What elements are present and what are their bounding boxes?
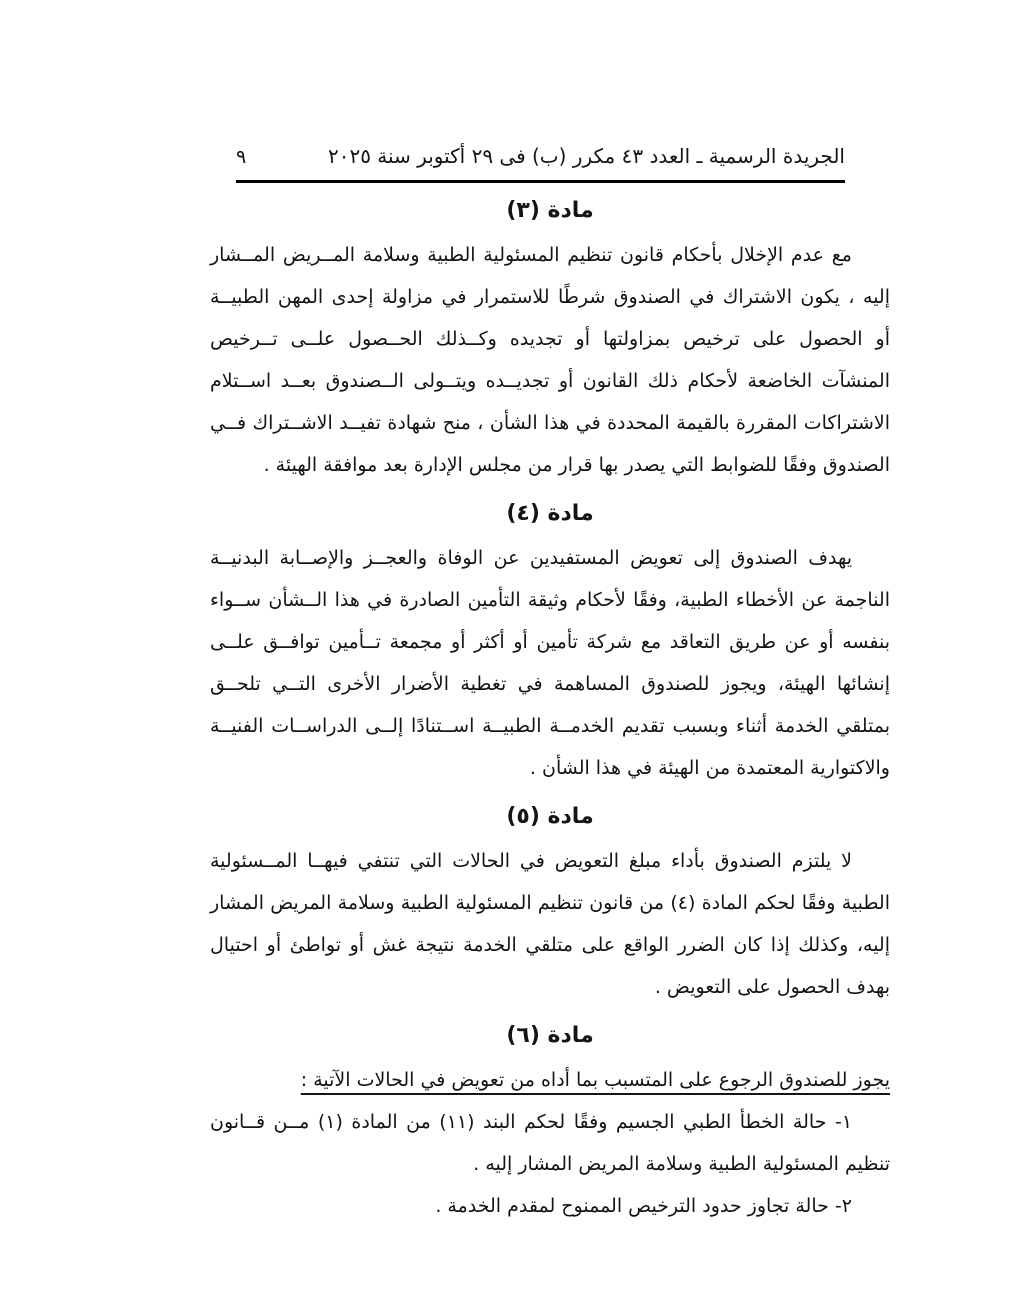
article-6-intro-underlined-text: يجوز للصندوق الرجوع على المتسبب بما أداه من تعويض في الحالات الآتية : (300, 1069, 890, 1091)
header-divider (236, 180, 845, 183)
page-content (210, 142, 890, 1227)
article-3-line-3: أو الحصول على ترخيص بمزاولتها أو تجديده وكــذلك الحــصول علــى تــرخيص (210, 328, 890, 350)
article-6-item-2: ٢- حالة تجاوز حدود الترخيص الممنوح لمقدم الخدمة . (435, 1195, 852, 1217)
article-4-line-4: إنشائها الهيئة، ويجوز للصندوق المساهمة في تغطية الأضرار الأخرى التــي تلحــق (210, 673, 890, 695)
article-3-line-4: المنشآت الخاضعة لأحكام ذلك القانون أو تجديــده ويتــولى الــصندوق بعــد اســتلام (210, 370, 890, 392)
article-3-line-6: الصندوق وفقًا للضوابط التي يصدر بها قرار من مجلس الإدارة بعد موافقة الهيئة . (263, 454, 890, 476)
article-6-intro (210, 1059, 890, 1101)
article-4-line-3: بنفسه أو عن طريق التعاقد مع شركة تأمين أو أكثر أو مجمعة تــأمين توافــق علــى (210, 631, 890, 653)
article-3-heading: مادة (٣) (506, 198, 594, 223)
article-6-item-1-line-2: تنظيم المسئولية الطبية وسلامة المريض المشار إليه . (473, 1153, 890, 1175)
gazette-header-title: الجريدة الرسمية ـ العدد ٤٣ مكرر (ب) فى ٢٩ أكتوبر سنة ٢٠٢٥ (327, 144, 845, 168)
article-5-line-4: بهدف الحصول على التعويض . (654, 976, 890, 998)
article-4-line-6: والاكتوارية المعتمدة من الهيئة في هذا الشأن . (529, 757, 890, 779)
article-5-heading: مادة (٥) (506, 804, 594, 829)
page-number: ٩ (236, 146, 247, 168)
article-3-line-1: مع عدم الإخلال بأحكام قانون تنظيم المسئولية الطبية وسلامة المــريض المــشار (210, 244, 852, 266)
article-5-line-1: لا يلتزم الصندوق بأداء مبلغ التعويض في الحالات التي تنتفي فيهــا المــسئولية (210, 850, 852, 872)
article-3-line-2: إليه ، يكون الاشتراك في الصندوق شرطًا للاستمرار في مزاولة إحدى المهن الطبيــة (210, 286, 890, 308)
article-6-item-1-line-1: ١- حالة الخطأ الطبي الجسيم وفقًا لحكم البند (١١) من المادة (١) مــن قــانون (210, 1111, 853, 1133)
article-6-heading: مادة (٦) (506, 1023, 594, 1048)
article-4-line-1: يهدف الصندوق إلى تعويض المستفيدين عن الوفاة والعجــز والإصــابة البدنيــة (210, 547, 852, 569)
article-3-line-5: الاشتراكات المقررة بالقيمة المحددة في هذا الشأن ، منح شهادة تفيــد الاشــتراك فــي (210, 412, 890, 434)
article-5-line-3: إليه، وكذلك إذا كان الضرر الواقع على متلقي الخدمة نتيجة غش أو تواطئ أو احتيال (210, 934, 890, 956)
article-5-line-2: الطبية وفقًا لحكم المادة (٤) من قانون تنظيم المسئولية الطبية وسلامة المريض المشار (210, 892, 890, 914)
article-4-line-2: الناجمة عن الأخطاء الطبية، وفقًا لأحكام وثيقة التأمين الصادرة في هذا الــشأن ســواء (210, 589, 890, 611)
page-header (236, 142, 845, 171)
article-4-heading: مادة (٤) (506, 501, 594, 526)
article-4-line-5: بمتلقي الخدمة أثناء وبسبب تقديم الخدمــة الطبيــة اســتنادًا إلــى الدراســات الفنيــة (210, 715, 890, 737)
